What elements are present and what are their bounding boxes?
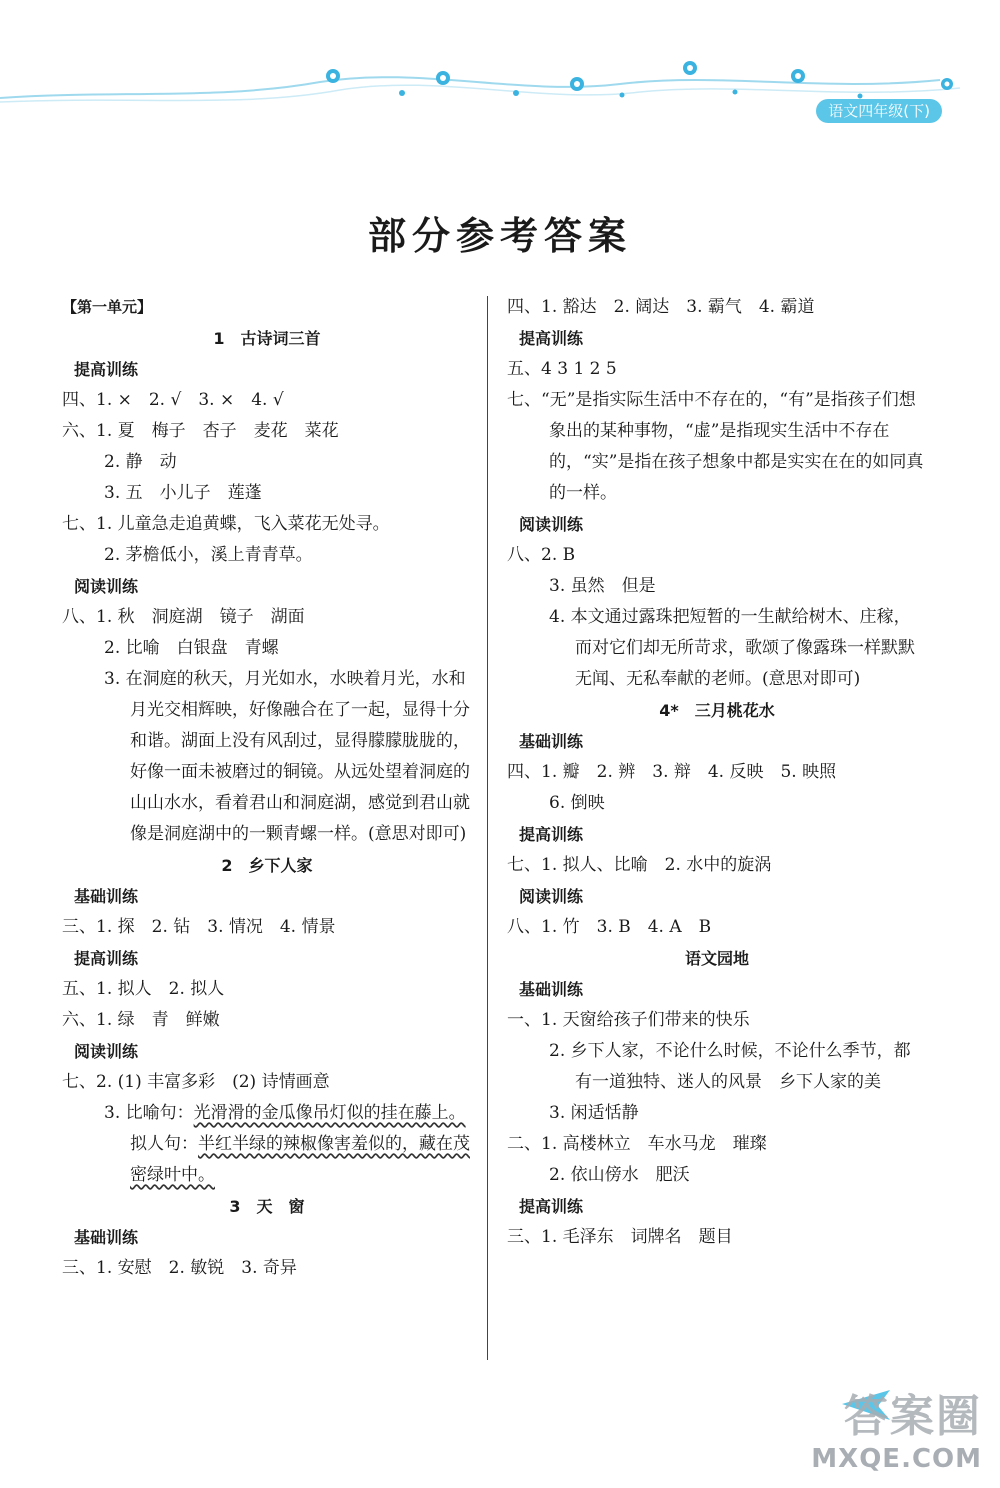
section-heading: 基础训练 [519, 980, 584, 999]
simile-sentence: 光滑滑的金瓜像吊灯似的挂在藤上。 [193, 1103, 466, 1123]
personification-label: 拟人句： [130, 1134, 198, 1154]
simile-label: 3. 比喻句： [104, 1103, 194, 1123]
snowflake-icon-6 [941, 78, 953, 90]
lesson-title: 1 古诗词三首 [213, 329, 321, 348]
sparkle-dot [858, 94, 863, 99]
section-heading: 基础训练 [74, 887, 139, 906]
section-heading: 阅读训练 [74, 577, 139, 596]
snowflake-icon-2 [436, 71, 450, 85]
section-heading: 阅读训练 [519, 887, 584, 906]
section-heading: 基础训练 [74, 1228, 139, 1247]
answer-line: 四、1. × 2. √ 3. × 4. √ [62, 390, 284, 410]
section-heading: 提高训练 [519, 825, 584, 844]
answer-line: 三、1. 毛泽东 词牌名 题目 [507, 1227, 733, 1247]
header-decoration [0, 0, 1000, 150]
page-title: 部分参考答案 [367, 213, 632, 258]
answer-line: 六、1. 夏 梅子 杏子 麦花 菜花 [62, 421, 339, 441]
answer-line: 3. 闲适恬静 [549, 1103, 639, 1123]
answer-line: 一、1. 天窗给孩子们带来的快乐 [507, 1010, 750, 1030]
right-column [507, 292, 927, 1253]
answer-line: 五、4 3 1 2 5 [507, 359, 617, 379]
answer-line: 二、1. 高楼林立 车水马龙 璀璨 [507, 1134, 767, 1154]
answer-line: 四、1. 豁达 2. 阔达 3. 霸气 4. 霸道 [507, 297, 815, 317]
lesson-title: 语文园地 [684, 949, 749, 968]
answer-line: 四、1. 瓣 2. 辨 3. 辩 4. 反映 5. 映照 [507, 762, 837, 782]
snowflake-icon-5 [791, 69, 805, 83]
section-heading: 阅读训练 [74, 1042, 139, 1061]
answer-paragraph: 2. 乡下人家，不论什么时候，不论什么季节，都有一道独特、迷人的风景 乡下人家的美 [549, 1041, 911, 1092]
left-column [62, 292, 472, 1284]
sparkle-dot [620, 93, 625, 98]
grade-badge: 语文四年级(下) [816, 99, 942, 123]
sparkle-dot [399, 90, 405, 96]
answer-line: 五、1. 拟人 2. 拟人 [62, 979, 225, 999]
section-heading: 提高训练 [519, 329, 584, 348]
answer-line: 三、1. 探 2. 钻 3. 情况 4. 情景 [62, 917, 336, 937]
answer-line: 三、1. 安慰 2. 敏锐 3. 奇异 [62, 1258, 297, 1278]
section-heading: 提高训练 [74, 949, 139, 968]
snowflake-icon-4 [683, 61, 697, 75]
lesson-title: 3 天 窗 [229, 1197, 305, 1216]
watermark-url: MXQE.COM [811, 1444, 982, 1474]
answer-line: 3. 五 小儿子 莲蓬 [104, 483, 262, 503]
answer-line: 七、2. (1) 丰富多彩 (2) 诗情画意 [62, 1072, 330, 1092]
section-heading: 提高训练 [519, 1197, 584, 1216]
answer-line: 八、2. B [507, 545, 576, 565]
answer-paragraph: 七、“无”是指实际生活中不存在的，“有”是指孩子们想象出的某种事物，“虚”是指现实生活中不存在的，“实”是指在孩子想象中都是实实在在的如同真的一样。 [507, 390, 924, 503]
answer-line: 六、1. 绿 青 鲜嫩 [62, 1010, 220, 1030]
answer-line: 七、1. 拟人、比喻 2. 水中的旋涡 [507, 855, 772, 875]
sparkle-dot [733, 90, 738, 95]
answer-line: 2. 茅檐低小，溪上青青草。 [104, 545, 313, 565]
answer-paragraph: 4. 本文通过露珠把短暂的一生献给树木、庄稼，而对它们却无所苛求，歌颂了像露珠一样默默无闻、无私奉献的老师。(意思对即可) [549, 607, 915, 689]
watermark [811, 1380, 982, 1474]
sparkle-dot [513, 90, 519, 96]
answer-line: 2. 依山傍水 肥沃 [549, 1165, 690, 1185]
answer-line: 八、1. 竹 3. B 4. A B [507, 917, 712, 937]
answer-line: 2. 比喻 白银盘 青螺 [104, 638, 279, 658]
answer-paragraph: 3. 在洞庭的秋天，月光如水，水映着月光，水和月光交相辉映，好像融合在了一起，显得十分和谐。湖面上没有风刮过，显得朦朦胧胧的，好像一面未被磨过的铜镜。从远处望着洞庭的山山水水，看着君山和洞庭湖，感觉到君山就像是洞庭湖中的一颗青螺一样。(意思对即可) [104, 669, 470, 844]
answer-line: 2. 静 动 [104, 452, 177, 472]
answer-line: 八、1. 秋 洞庭湖 镜子 湖面 [62, 607, 305, 627]
personification-sentence: 半红半绿的辣椒像害羞似的，藏在茂密绿叶中。 [130, 1134, 470, 1185]
section-heading: 提高训练 [74, 360, 139, 379]
lesson-title: 2 乡下人家 [221, 856, 313, 875]
unit-heading: 【第一单元】 [62, 298, 153, 316]
snowflake-icon-3 [570, 77, 584, 91]
section-heading: 阅读训练 [519, 515, 584, 534]
column-divider [487, 296, 488, 1360]
lesson-title: 4* 三月桃花水 [659, 701, 775, 720]
answer-line [62, 1098, 472, 1129]
answer-line: 6. 倒映 [549, 793, 605, 813]
section-heading: 基础训练 [519, 732, 584, 751]
answer-line: 3. 虽然 但是 [549, 576, 656, 596]
answer-line: 七、1. 儿童急走追黄蝶，飞入菜花无处寻。 [62, 514, 390, 534]
answer-line [62, 1129, 472, 1191]
watermark-logo-text: 答案圈 [844, 1391, 982, 1442]
snowflake-icon-1 [326, 69, 340, 83]
